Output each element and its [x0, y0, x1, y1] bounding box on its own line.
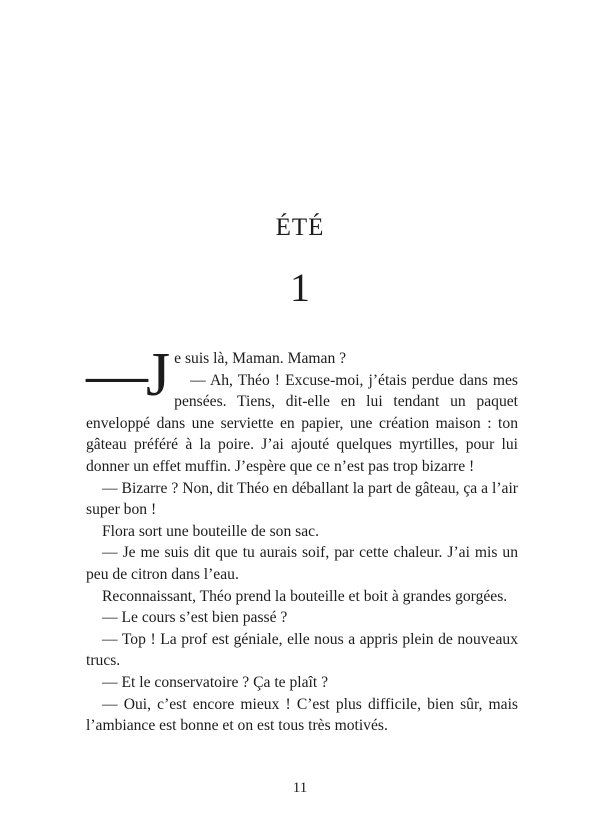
- paragraph: — Le cours s’est bien passé ?: [102, 609, 288, 627]
- paragraph: — Oui, c’est encore mieux ! C’est plus difficile, bien sûr, mais l’ambiance est bonne et on est tous très motivés.: [86, 695, 518, 735]
- paragraph: Flora sort une bouteille de son sac.: [102, 522, 319, 540]
- paragraph: Reconnaissant, Théo prend la bouteille et boit à grandes gorgées.: [102, 587, 508, 605]
- paragraph: — Et le conservatoire ? Ça te plaît ?: [102, 673, 329, 691]
- paragraph: — Top ! La prof est géniale, elle nous a appris plein de nouveaux trucs.: [86, 630, 518, 670]
- opening-line: e suis là, Maman. Maman ?: [174, 350, 347, 367]
- section-title: ÉTÉ: [275, 214, 325, 241]
- paragraph: — Je me suis dit que tu aurais soif, par cette chaleur. J’ai mis un peu de citron dans l’eau.: [86, 544, 518, 583]
- chapter-number: 1: [290, 265, 310, 310]
- drop-cap: —J: [86, 341, 169, 409]
- body-text: [86, 341, 518, 737]
- opening-paragraph: [86, 341, 518, 409]
- paragraph: — Ah, Théo ! Excuse-moi, j’étais perdue dans mes pensées. Tiens, dit-elle en lui tendant un paquet enveloppé dans une serviette en papier, une création maison : ton gâteau préféré à la poire. J’ai ajouté quelques myrtilles, pour lui donner un effet muffin. J’espère que ce n’est pas trop bizarre !: [86, 371, 518, 475]
- paragraph: — Bizarre ? Non, dit Théo en déballant la part de gâteau, ça a l’air super bon !: [86, 479, 518, 519]
- page-number: 11: [292, 780, 308, 796]
